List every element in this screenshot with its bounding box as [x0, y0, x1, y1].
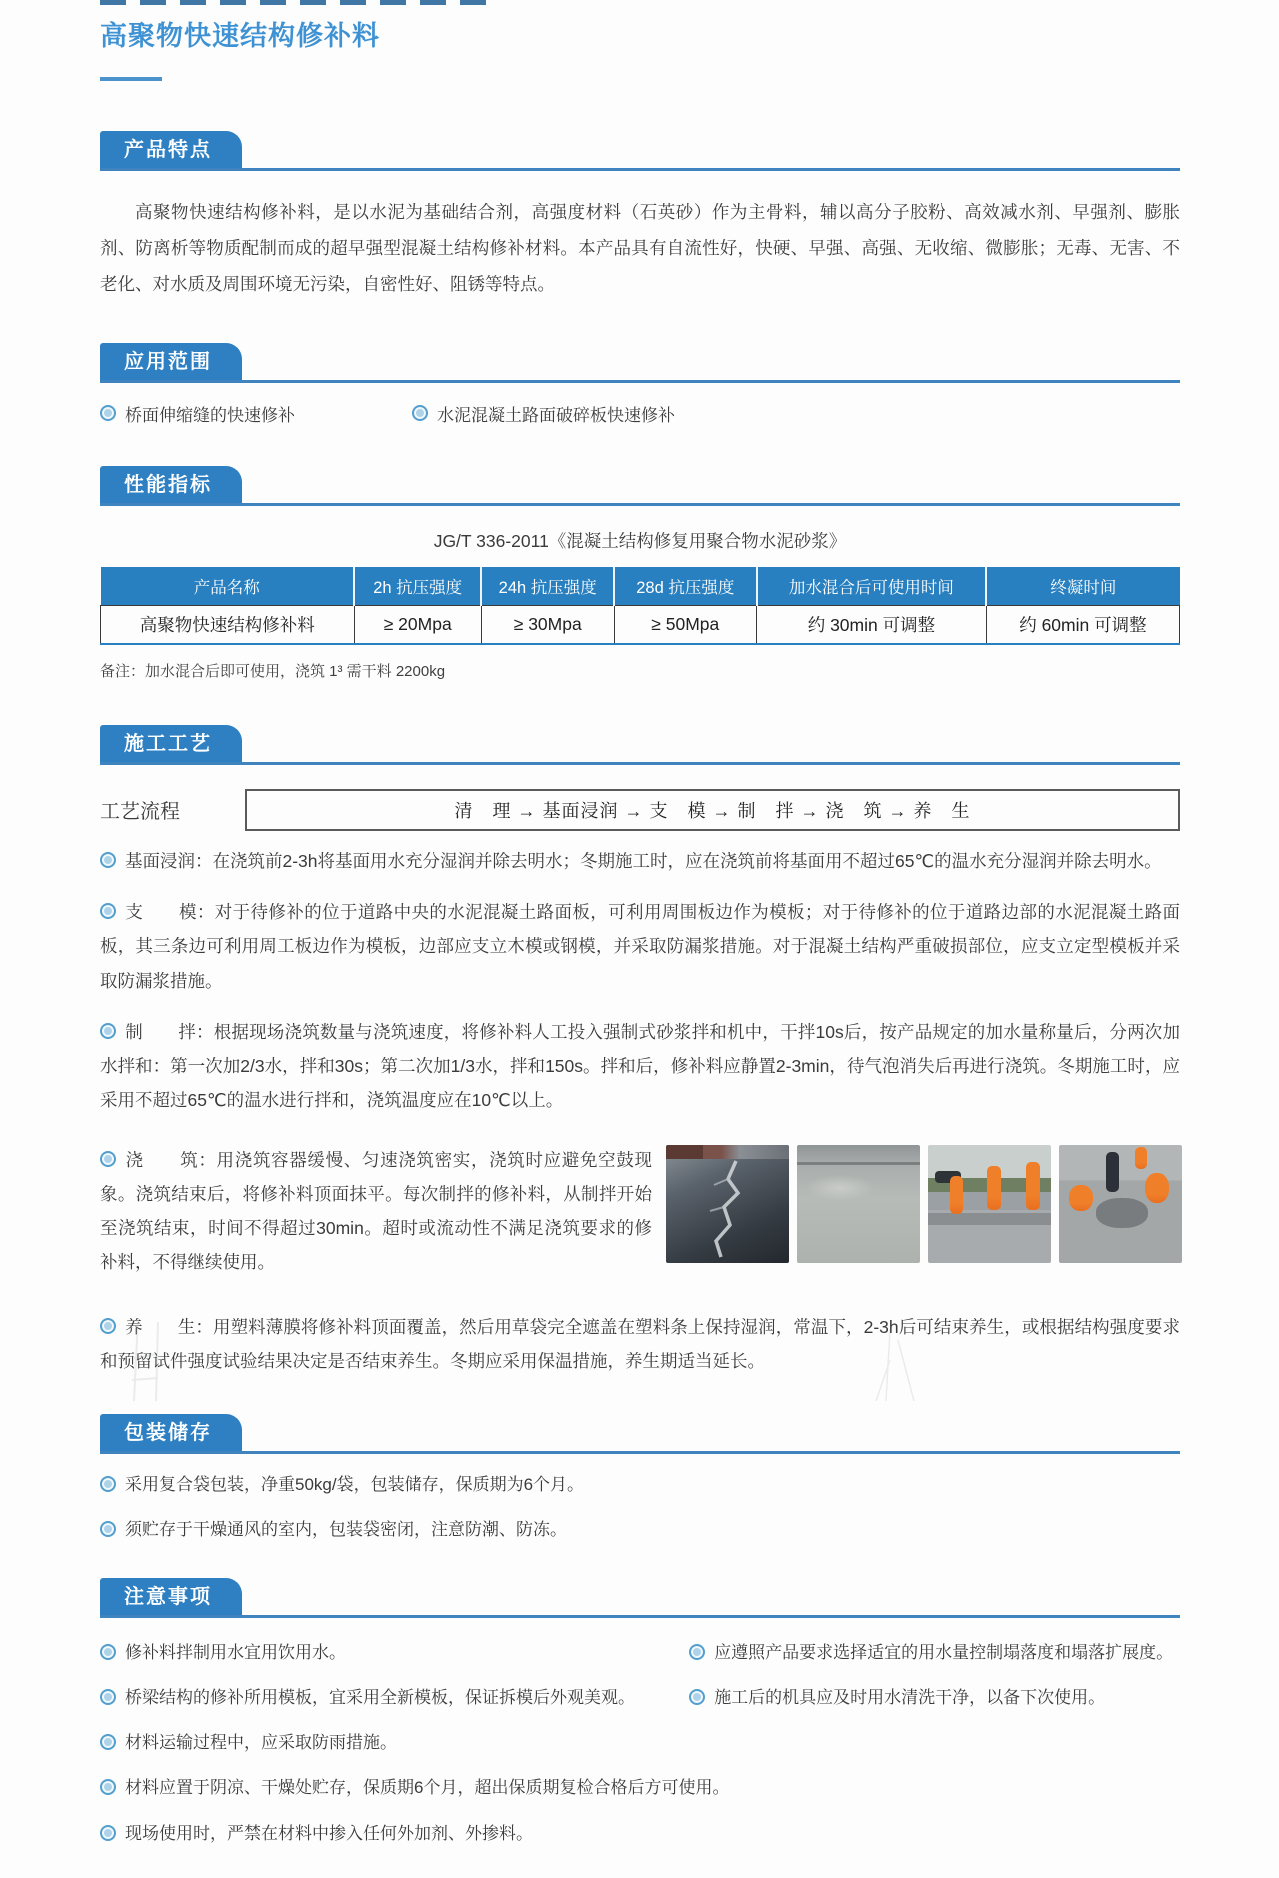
section-header-features: [100, 131, 1180, 171]
list-item: [100, 1516, 1180, 1544]
ring-bullet-icon: [100, 1644, 116, 1660]
column-header: 2h 抗压强度: [354, 567, 481, 606]
table-cell: 约 30min 可调整: [757, 605, 987, 644]
cracked-pavement-photo: [666, 1145, 789, 1263]
packaging-heading: 包装储存: [100, 1414, 242, 1451]
ring-bullet-icon: [689, 1689, 705, 1705]
ring-bullet-icon: [100, 1318, 116, 1334]
list-item: [689, 1639, 1186, 1667]
ring-bullet-icon: [100, 1825, 116, 1841]
ring-bullet-icon: [100, 903, 116, 919]
list-item: [100, 1774, 1186, 1802]
process-heading: 施工工艺: [100, 725, 242, 762]
worker-figure: [950, 1176, 963, 1214]
column-header: 产品名称: [101, 567, 355, 606]
notes-heading: 注意事项: [100, 1578, 242, 1615]
table-cell: 高聚物快速结构修补料: [101, 605, 355, 644]
table-cell: ≥ 30Mpa: [481, 605, 614, 644]
photo-detail: [805, 1175, 875, 1201]
ring-bullet-icon: [689, 1644, 705, 1660]
ring-bullet-icon: [100, 1779, 116, 1795]
ring-bullet-icon: [100, 405, 116, 421]
list-item: [100, 1684, 683, 1712]
column-header: 加水混合后可使用时间: [757, 567, 987, 606]
section-header-notes: [100, 1578, 1180, 1618]
process-step: [100, 895, 1180, 997]
table-row: [101, 605, 1180, 644]
packaging-item-label: 须贮存于干燥通风的室内，包装袋密闭，注意防潮、防冻。: [125, 1520, 567, 1540]
flow-label: 工艺流程: [100, 801, 180, 824]
worker-figure: [1135, 1147, 1147, 1169]
applications-heading: 应用范围: [100, 343, 242, 380]
step-text: 基面浸润：在浇筑前2-3h将基面用水充分湿润并除去明水；冬期施工时，应在浇筑前将基面用不超过65℃的温水充分湿润并除去明水。: [125, 850, 1162, 871]
site-photo-strip: [666, 1135, 1180, 1263]
section-header-applications: [100, 343, 1180, 383]
step-text: 支 模：对于待修补的位于道路中央的水泥混凝土路面板，可利用周围板边作为模板；对于待修补的位于道路边部的水泥混凝土路面板，其三条边可利用周工板边作为模板，边部应支立木模或钢模，并采取防漏浆措施。对于混凝土结构严重破损部位，应支立定型模板并采取防漏浆措施。: [100, 902, 1180, 991]
note-item-label: 修补料拌制用水宜用饮用水。: [125, 1643, 346, 1663]
section-header-performance: [100, 466, 1180, 506]
table-cell: ≥ 20Mpa: [354, 605, 481, 644]
note-item-label: 施工后的机具应及时用水清洗干净，以备下次使用。: [714, 1688, 1106, 1708]
column-header: 24h 抗压强度: [481, 567, 614, 606]
ring-bullet-icon: [100, 852, 116, 868]
worker-figure: [1145, 1173, 1169, 1203]
section-header-packaging: [100, 1414, 1180, 1454]
workers-repairing-road-photo: [928, 1145, 1051, 1263]
photo-detail: [797, 1162, 920, 1165]
process-flow-row: [100, 789, 1180, 831]
list-item: [689, 1684, 1186, 1712]
workers-finishing-patch-photo: [1059, 1145, 1182, 1263]
table-header-row: [101, 567, 1180, 606]
features-body: 高聚物快速结构修补料，是以水泥为基础结合剂，高强度材料（石英砂）作为主骨料，辅以高分子胶粉、高效减水剂、早强剂、膨胀剂、防离析等物质配制而成的超早强型混凝土结构修补材料。本产品具有自流性好，快硬、早强、高强、无收缩、微膨胀；无毒、无害、不老化、对水质及周围环境无污染，自密性好、阻锈等特点。: [100, 202, 1180, 294]
process-step: [100, 1015, 1180, 1117]
ring-bullet-icon: [100, 1151, 116, 1167]
packaging-item-label: 采用复合袋包装，净重50kg/袋，包装储存，保质期为6个月。: [125, 1475, 585, 1495]
application-item-label: 桥面伸缩缝的快速修补: [125, 405, 295, 425]
note-item-label: 材料运输过程中，应采取防雨措施。: [125, 1733, 397, 1753]
title-underline: [100, 77, 162, 81]
process-step: [100, 844, 1180, 878]
photo-detail: [928, 1213, 1051, 1225]
ring-bullet-icon: [100, 1476, 116, 1492]
process-step: [100, 1310, 1180, 1378]
performance-heading: 性能指标: [100, 466, 242, 503]
column-header: 终凝时间: [986, 567, 1179, 606]
column-header: 28d 抗压强度: [614, 567, 756, 606]
page-title: 高聚物快速结构修补料: [100, 21, 380, 51]
list-item: [100, 1820, 1186, 1848]
worker-figure: [1026, 1162, 1040, 1210]
pour-step-and-photos: [100, 1135, 1180, 1297]
list-item: [100, 401, 412, 426]
applications-list: [100, 401, 1180, 426]
note-item-label: 现场使用时，严禁在材料中掺入任何外加剂、外掺料。: [125, 1823, 533, 1843]
note-item-label: 材料应置于阴凉、干燥处贮存，保质期6个月，超出保质期复检合格后方可使用。: [125, 1778, 730, 1798]
ring-bullet-icon: [100, 1023, 116, 1039]
table-cell: ≥ 50Mpa: [614, 605, 756, 644]
table-remark: 备注：加水混合后即可使用，浇筑 1³ 需干料 2200kg: [100, 662, 446, 680]
step-text: 制 拌：根据现场浇筑数量与浇筑速度，将修补料人工投入强制式砂浆拌和机中，干拌10s后，按产品规定的加水量称量后，分两次加水拌和：第一次加2/3水，拌和30s；第二次加1/3水，拌和150s。拌和后，修补料应静置2-3min，待气泡消失后再进行浇筑。冬期施工时，应采用不超过65℃的温水进行拌和，浇筑温度应在10℃以上。: [100, 1022, 1180, 1111]
worker-figure: [987, 1166, 1001, 1210]
worker-figure: [1069, 1185, 1093, 1211]
notes-list: [100, 1622, 1180, 1847]
list-item: [100, 1639, 683, 1667]
flow-diagram: 清 理 → 基面浸润 → 支 模 → 制 拌 → 浇 筑 → 养 生: [245, 789, 1180, 831]
note-item-label: 桥梁结构的修补所用模板，宜采用全新模板，保证拆模后外观美观。: [125, 1688, 635, 1708]
ring-bullet-icon: [100, 1521, 116, 1537]
standard-reference: JG/T 336-2011《混凝土结构修复用聚合物水泥砂浆》: [433, 530, 847, 551]
features-heading: 产品特点: [100, 131, 242, 168]
application-item-label: 水泥混凝土路面破碎板快速修补: [437, 405, 675, 425]
list-item: [100, 1471, 1180, 1499]
repaired-surface-photo: [797, 1145, 920, 1263]
photo-detail: [1096, 1198, 1148, 1228]
step-text: 养 生：用塑料薄膜将修补料顶面覆盖，然后用草袋完全遮盖在塑料条上保持湿润，常温下，2-3h后可结束养生，或根据结构强度要求和预留试件强度试验结果决定是否结束养生。冬期应采用保温措施，养生期适当延长。: [100, 1317, 1180, 1372]
ring-bullet-icon: [412, 405, 428, 421]
step-text: 浇 筑：用浇筑容器缓慢、匀速浇筑密实，浇筑时应避免空鼓现象。浇筑结束后，将修补料顶面抹平。每次制拌的修补料，从制拌开始至浇筑结束，时间不得超过30min。超时或流动性不满足浇筑要求的修补料，不得继续使用。: [100, 1150, 652, 1273]
table-cell: 约 60min 可调整: [986, 605, 1179, 644]
note-item-label: 应遵照产品要求选择适宜的用水量控制塌落度和塌落扩展度。: [714, 1643, 1174, 1663]
list-item: [412, 401, 675, 426]
ring-bullet-icon: [100, 1734, 116, 1750]
section-header-process: [100, 725, 1180, 765]
process-step: [100, 1143, 652, 1280]
list-item: [100, 1729, 1186, 1757]
ring-bullet-icon: [100, 1689, 116, 1705]
performance-table: [100, 567, 1180, 645]
worker-figure: [1106, 1152, 1119, 1192]
